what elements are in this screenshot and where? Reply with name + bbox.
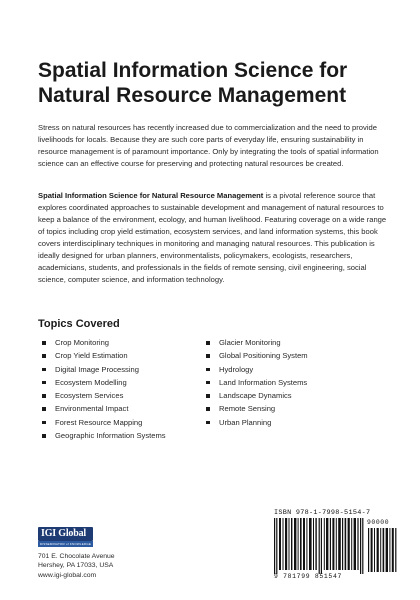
intro-paragraph: Stress on natural resources has recently increased due to commercialization and the need to provide livelihoods for locals. Because they are such core parts of everyday life, ensuring sustainability in resource management is of paramount importance. Only by integrating the tools of spatial information science can an effective course for preserving and protecting natural resources be created.	[38, 123, 379, 168]
logo-name: IGI Global	[41, 528, 86, 539]
bullet-icon	[206, 421, 210, 425]
topic-item: Hydrology	[204, 363, 364, 376]
topic-item: Remote Sensing	[204, 402, 364, 415]
topic-item: Crop Monitoring	[40, 336, 200, 349]
topic-item: Ecosystem Modelling	[40, 376, 200, 389]
topic-item: Crop Yield Estimation	[40, 349, 200, 362]
book-title-line-1: Spatial Information Science for	[38, 59, 348, 82]
topic-item: Environmental Impact	[40, 402, 200, 415]
topic-item: Urban Planning	[204, 416, 364, 429]
description-book-title: Spatial Information Science for Natural Resource Management	[38, 191, 264, 200]
description-text: is a pivotal reference source that explores coordinated approaches to sustainable development and management of natural resources to keep a balance of the environment, ecology, and human livelihood. Featuring coverage on a wide range of topics including crop yield estimation, ecosystem services, and land information systems, this book covers interdisciplinary techniques in monitoring and managing natural resources. This publication is ideally designed for urban planners, environmentalists, policymakers, ecologists, researchers, academicians, students, and professionals in the fields of remote sensing, civil engineering, social science, computer science, and information technology.	[38, 191, 387, 284]
logo-tagline: DISSEMINATOR of KNOWLEDGE	[39, 542, 92, 546]
barcode-icon	[272, 518, 400, 574]
topic-item: Forest Resource Mapping	[40, 416, 200, 429]
topic-item: Digital Image Processing	[40, 363, 200, 376]
topics-heading: Topics Covered	[38, 318, 120, 330]
bullet-icon	[42, 434, 46, 438]
book-title-line-2: Natural Resource Management	[38, 84, 347, 107]
logo-box	[38, 527, 93, 541]
bullet-icon	[206, 381, 210, 385]
description-paragraph	[38, 190, 390, 286]
publisher-logo	[38, 527, 94, 549]
bullet-icon	[42, 341, 46, 345]
book-title	[38, 58, 388, 108]
bullet-icon	[206, 341, 210, 345]
address-line-1: 701 E. Chocolate Avenue	[38, 553, 115, 560]
isbn-label: ISBN 978-1-7998-5154-7	[274, 509, 371, 517]
publisher-website: www.igi-global.com	[38, 571, 97, 579]
topics-list-left	[40, 336, 200, 442]
bullet-icon	[206, 407, 210, 411]
topic-item: Geographic Information Systems	[40, 429, 200, 442]
topics-list-right	[204, 336, 364, 429]
bullet-icon	[42, 368, 46, 372]
topic-item: Glacier Monitoring	[204, 336, 364, 349]
barcode-panel	[270, 508, 401, 586]
topic-item: Land Information Systems	[204, 376, 364, 389]
bullet-icon	[42, 407, 46, 411]
bullet-icon	[206, 394, 210, 398]
publisher-address	[38, 552, 115, 580]
addon-digits: 90000	[367, 519, 390, 526]
bullet-icon	[42, 381, 46, 385]
bullet-icon	[42, 421, 46, 425]
address-line-2: Hershey, PA 17033, USA	[38, 562, 114, 570]
bullet-icon	[206, 354, 210, 358]
topic-item: Ecosystem Services	[40, 389, 200, 402]
topic-item: Global Positioning System	[204, 349, 364, 362]
top-margin	[0, 0, 420, 40]
bullet-icon	[206, 368, 210, 372]
bullet-icon	[42, 394, 46, 398]
barcode-digits: 9 781799 851547	[274, 573, 343, 580]
bullet-icon	[42, 354, 46, 358]
topic-item: Landscape Dynamics	[204, 389, 364, 402]
